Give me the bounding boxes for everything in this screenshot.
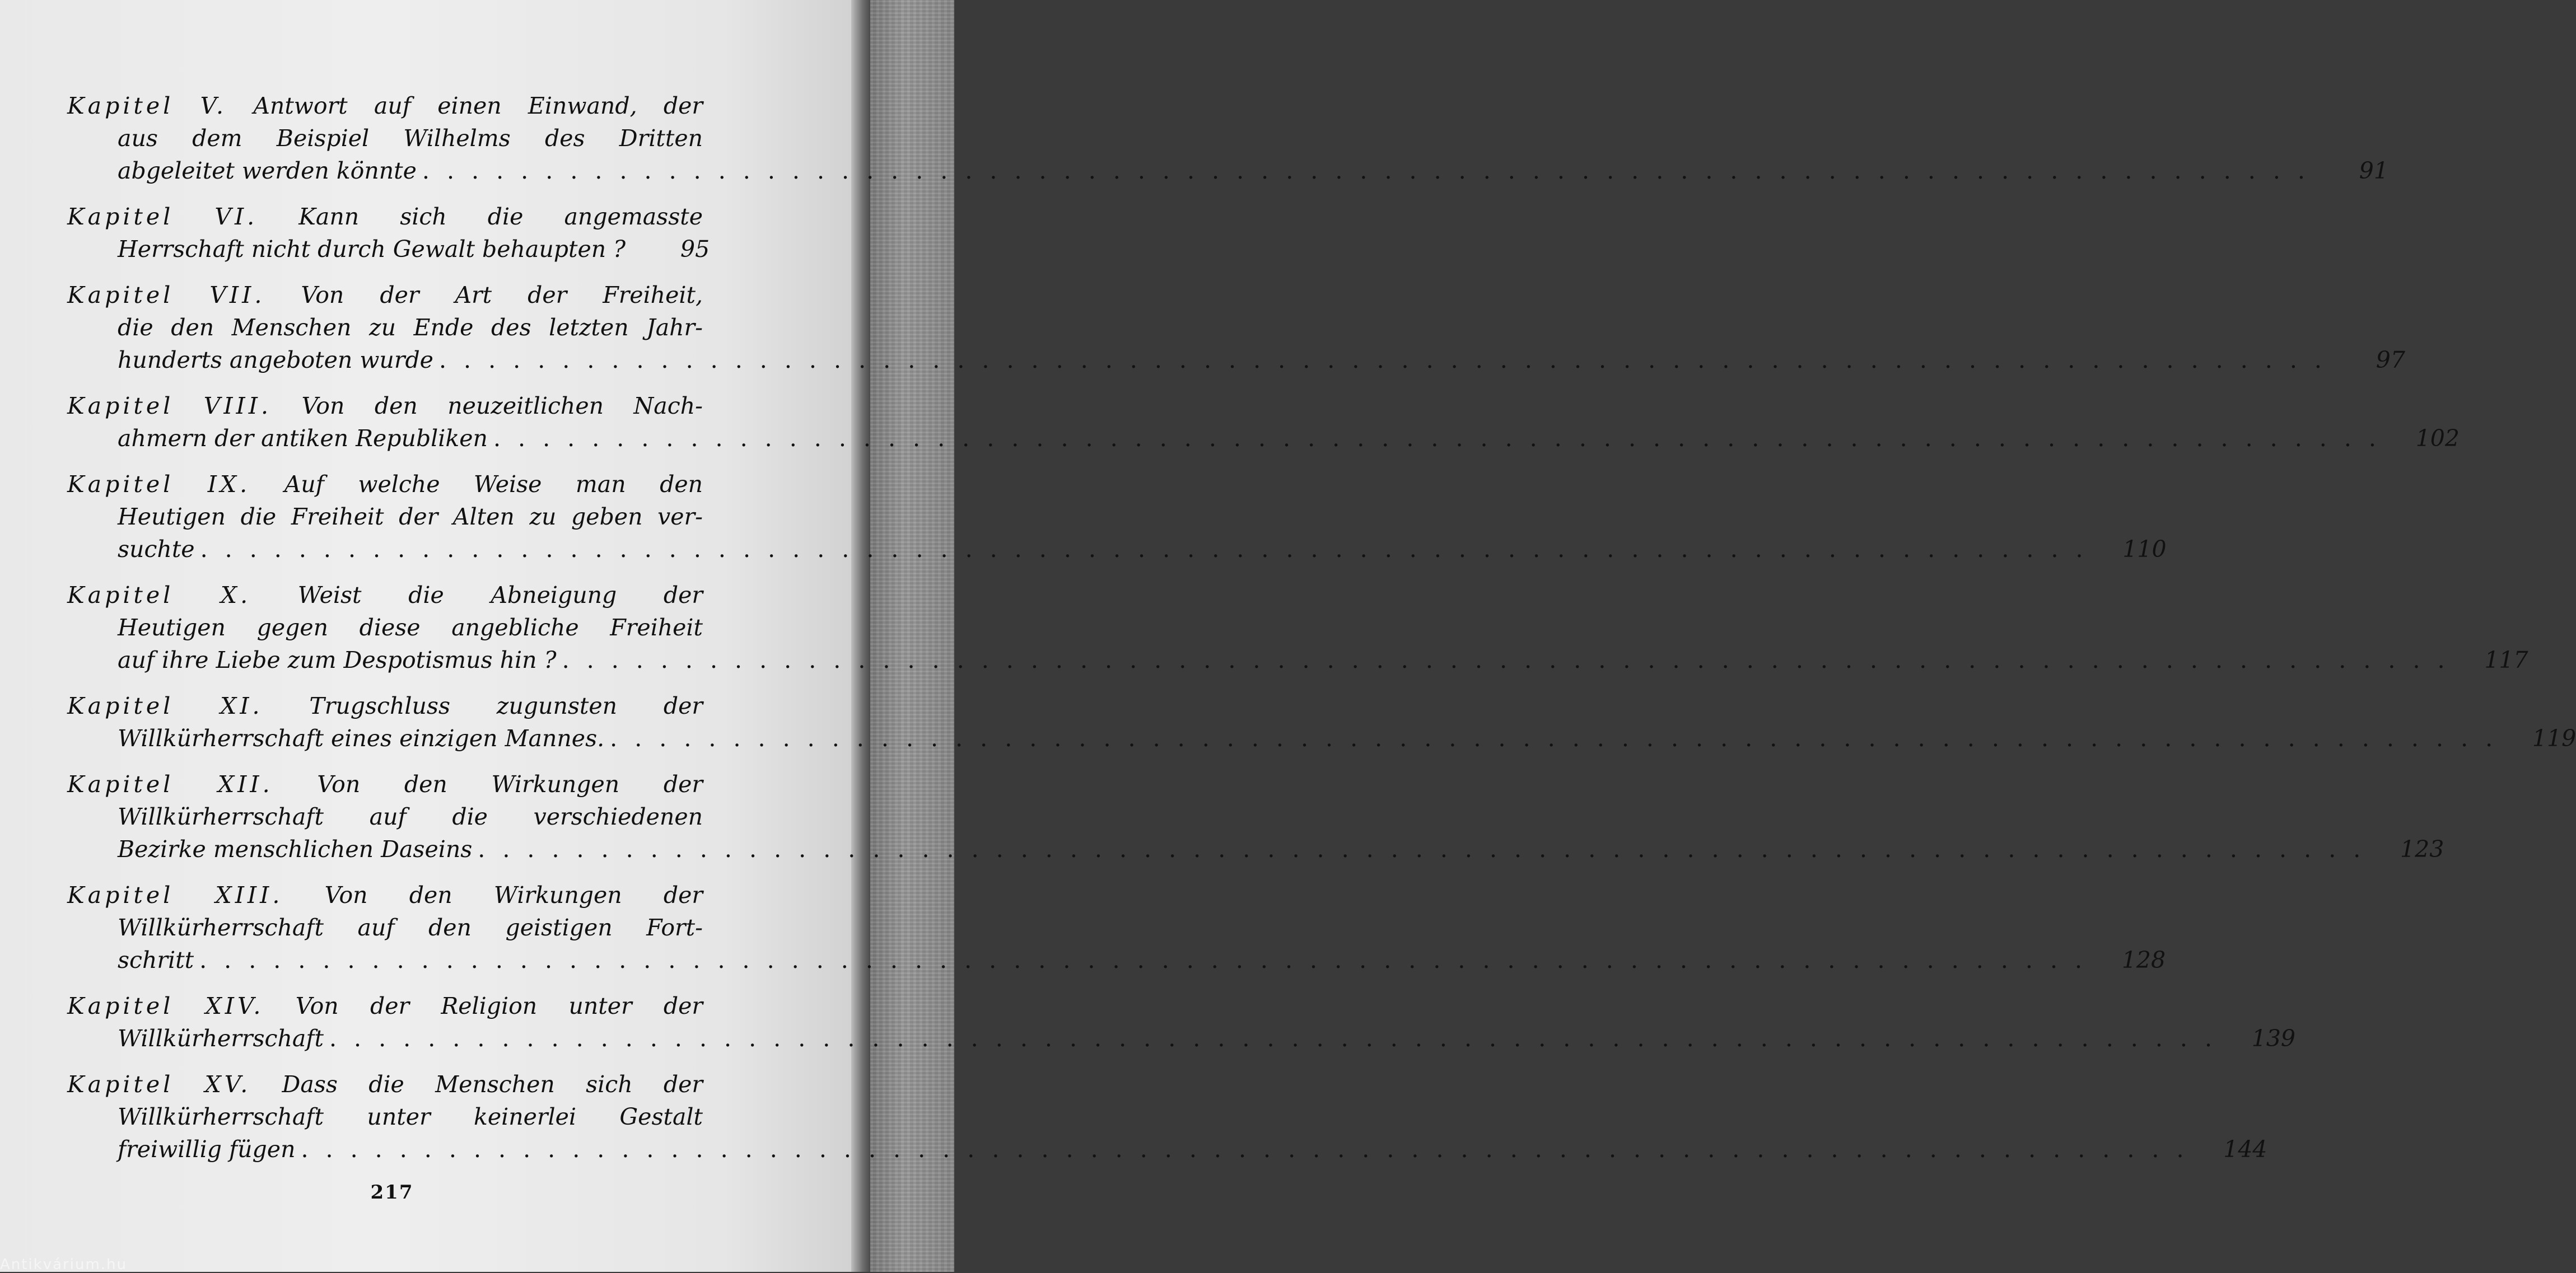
chapter-title-line: Willkürherrschaft auf die verschiedenen <box>118 803 703 830</box>
dot-leader <box>301 1133 2188 1166</box>
toc-entry-last-line <box>67 233 710 265</box>
chapter-title-line: Von den neuzeitlichen Nach- <box>301 392 703 419</box>
toc-page-number: 144 <box>2223 1136 2267 1163</box>
toc-page-number: 128 <box>2121 947 2166 974</box>
toc-entry-first-line <box>67 468 703 500</box>
dot-leader <box>493 422 2381 455</box>
toc-entry-first-line <box>67 690 703 722</box>
toc-entry <box>67 200 710 265</box>
chapter-title-line: Herrschaft nicht durch Gewalt behaupten ? <box>118 236 626 263</box>
toc-entry <box>67 990 2295 1055</box>
toc-entry <box>67 90 2388 187</box>
page-number: 217 <box>370 1181 414 1204</box>
chapter-number: XIII. <box>215 882 283 909</box>
chapter-title-line: aus dem Beispiel Wilhelms des Dritten <box>118 125 703 152</box>
toc-entry <box>67 279 2405 376</box>
toc-entry <box>67 390 2460 455</box>
toc-entry <box>67 690 2576 755</box>
toc-page-number: 119 <box>2532 725 2576 752</box>
chapter-title-line: abgeleitet werden könnte <box>118 157 417 184</box>
chapter-title-line: auf ihre Liebe zum Despotismus hin ? <box>118 647 557 673</box>
toc-entry-last-line <box>67 944 2166 976</box>
book-cover-board <box>870 0 954 1272</box>
chapter-title-line: Heutigen gegen diese angebliche Freiheit <box>118 614 703 641</box>
chapter-label: Kapitel <box>67 392 174 419</box>
book-spine <box>851 0 870 1272</box>
chapter-title-line: Bezirke menschlichen Daseins <box>118 836 473 863</box>
toc-page-number: 95 <box>680 236 710 263</box>
chapter-title-line: Von den Wirkungen der <box>317 771 703 798</box>
dot-leader <box>422 155 2310 187</box>
toc-entry <box>67 1068 2267 1166</box>
toc-entry-first-line <box>67 579 703 611</box>
toc-entry-first-line <box>67 1068 703 1101</box>
chapter-title-line: hunderts angeboten wurde <box>118 347 433 373</box>
chapter-label: Kapitel <box>67 882 174 909</box>
chapter-label: Kapitel <box>67 771 174 798</box>
dot-leader <box>562 644 2450 676</box>
chapter-title-line: Antwort auf einen Einwand, der <box>253 92 703 119</box>
chapter-title-line: Kann sich die angemasste <box>298 203 703 230</box>
chapter-label: Kapitel <box>67 692 174 719</box>
toc-entry-last-line <box>67 533 2167 565</box>
chapter-title-line: Von den Wirkungen der <box>324 882 703 909</box>
toc-page-number: 139 <box>2251 1025 2295 1052</box>
watermark: Antikvárium.hu <box>0 1256 127 1273</box>
toc-entry-last-line <box>67 422 2460 455</box>
toc-entry-last-line <box>67 644 2528 676</box>
chapter-title-line: die den Menschen zu Ende des letzten Jahr- <box>118 314 703 341</box>
chapter-label: Kapitel <box>67 282 174 308</box>
chapter-title-line: Weist die Abneigung der <box>297 582 703 609</box>
toc-page-number: 110 <box>2122 536 2167 563</box>
toc-entry-first-line <box>67 279 703 311</box>
chapter-number: VIII. <box>203 392 272 419</box>
chapter-title-line: Willkürherrschaft unter keinerlei Gestalt <box>118 1103 703 1130</box>
chapter-title-line: ahmern der antiken Republiken <box>118 425 488 452</box>
dot-leader <box>610 722 2498 755</box>
toc-entry <box>67 468 2167 565</box>
dot-leader <box>329 1022 2217 1055</box>
toc-entry-last-line <box>67 833 2444 865</box>
toc-page-number: 102 <box>2415 425 2460 452</box>
toc-entry-first-line <box>67 390 703 422</box>
chapter-title-line: freiwillig fügen <box>118 1136 296 1163</box>
chapter-number: XIV. <box>205 993 264 1019</box>
toc-entry-first-line <box>67 990 703 1022</box>
toc-page-number: 123 <box>2400 836 2444 863</box>
toc-page-number: 91 <box>2359 157 2388 184</box>
chapter-number: XII. <box>217 771 273 798</box>
toc-entry-last-line <box>67 1133 2267 1166</box>
toc-entry <box>67 879 2166 976</box>
chapter-number: XV. <box>204 1071 251 1098</box>
chapter-label: Kapitel <box>67 471 174 498</box>
chapter-title-line: Auf welche Weise man den <box>284 471 703 498</box>
chapter-title-line: schritt <box>118 947 194 974</box>
chapter-title-line: Willkürherrschaft <box>118 1025 324 1052</box>
toc-entry <box>67 768 2444 865</box>
chapter-label: Kapitel <box>67 582 174 609</box>
toc-entry-first-line <box>67 90 703 122</box>
chapter-number: X. <box>220 582 251 609</box>
chapter-title-line: Heutigen die Freiheit der Alten zu geben ver- <box>118 503 703 530</box>
chapter-number: V. <box>200 92 227 119</box>
toc-entry <box>67 579 2528 676</box>
toc-entry-last-line <box>67 344 2405 376</box>
chapter-title-line: Von der Religion unter der <box>295 993 703 1019</box>
chapter-title-line: Von der Art der Freiheit, <box>301 282 703 308</box>
chapter-title-line: Willkürherrschaft auf den geistigen Fort- <box>118 914 703 941</box>
chapter-label: Kapitel <box>67 203 174 230</box>
chapter-number: IX. <box>207 471 251 498</box>
dot-leader <box>200 533 2088 565</box>
toc-entry-last-line <box>67 1022 2295 1055</box>
toc-entry-first-line <box>67 879 703 911</box>
dot-leader <box>199 944 2087 976</box>
dot-leader <box>439 344 2327 376</box>
toc-entry-last-line <box>67 155 2388 187</box>
toc-page-number: 97 <box>2376 347 2405 373</box>
table-of-contents <box>67 90 2576 1179</box>
chapter-title-line: suchte <box>118 536 195 563</box>
chapter-title-line: Dass die Menschen sich der <box>282 1071 703 1098</box>
chapter-title-line: Trugschluss zugunsten der <box>309 692 703 719</box>
dot-leader <box>478 833 2365 865</box>
chapter-number: XI. <box>220 692 263 719</box>
chapter-number: VI. <box>214 203 258 230</box>
toc-entry-first-line <box>67 768 703 801</box>
chapter-label: Kapitel <box>67 993 174 1019</box>
toc-page-number: 117 <box>2484 647 2528 673</box>
toc-entry-last-line <box>67 722 2576 755</box>
toc-entry-first-line <box>67 200 703 233</box>
chapter-number: VII. <box>209 282 265 308</box>
chapter-label: Kapitel <box>67 92 174 119</box>
chapter-label: Kapitel <box>67 1071 174 1098</box>
chapter-title-line: Willkürherrschaft eines einzigen Mannes. <box>118 725 605 752</box>
